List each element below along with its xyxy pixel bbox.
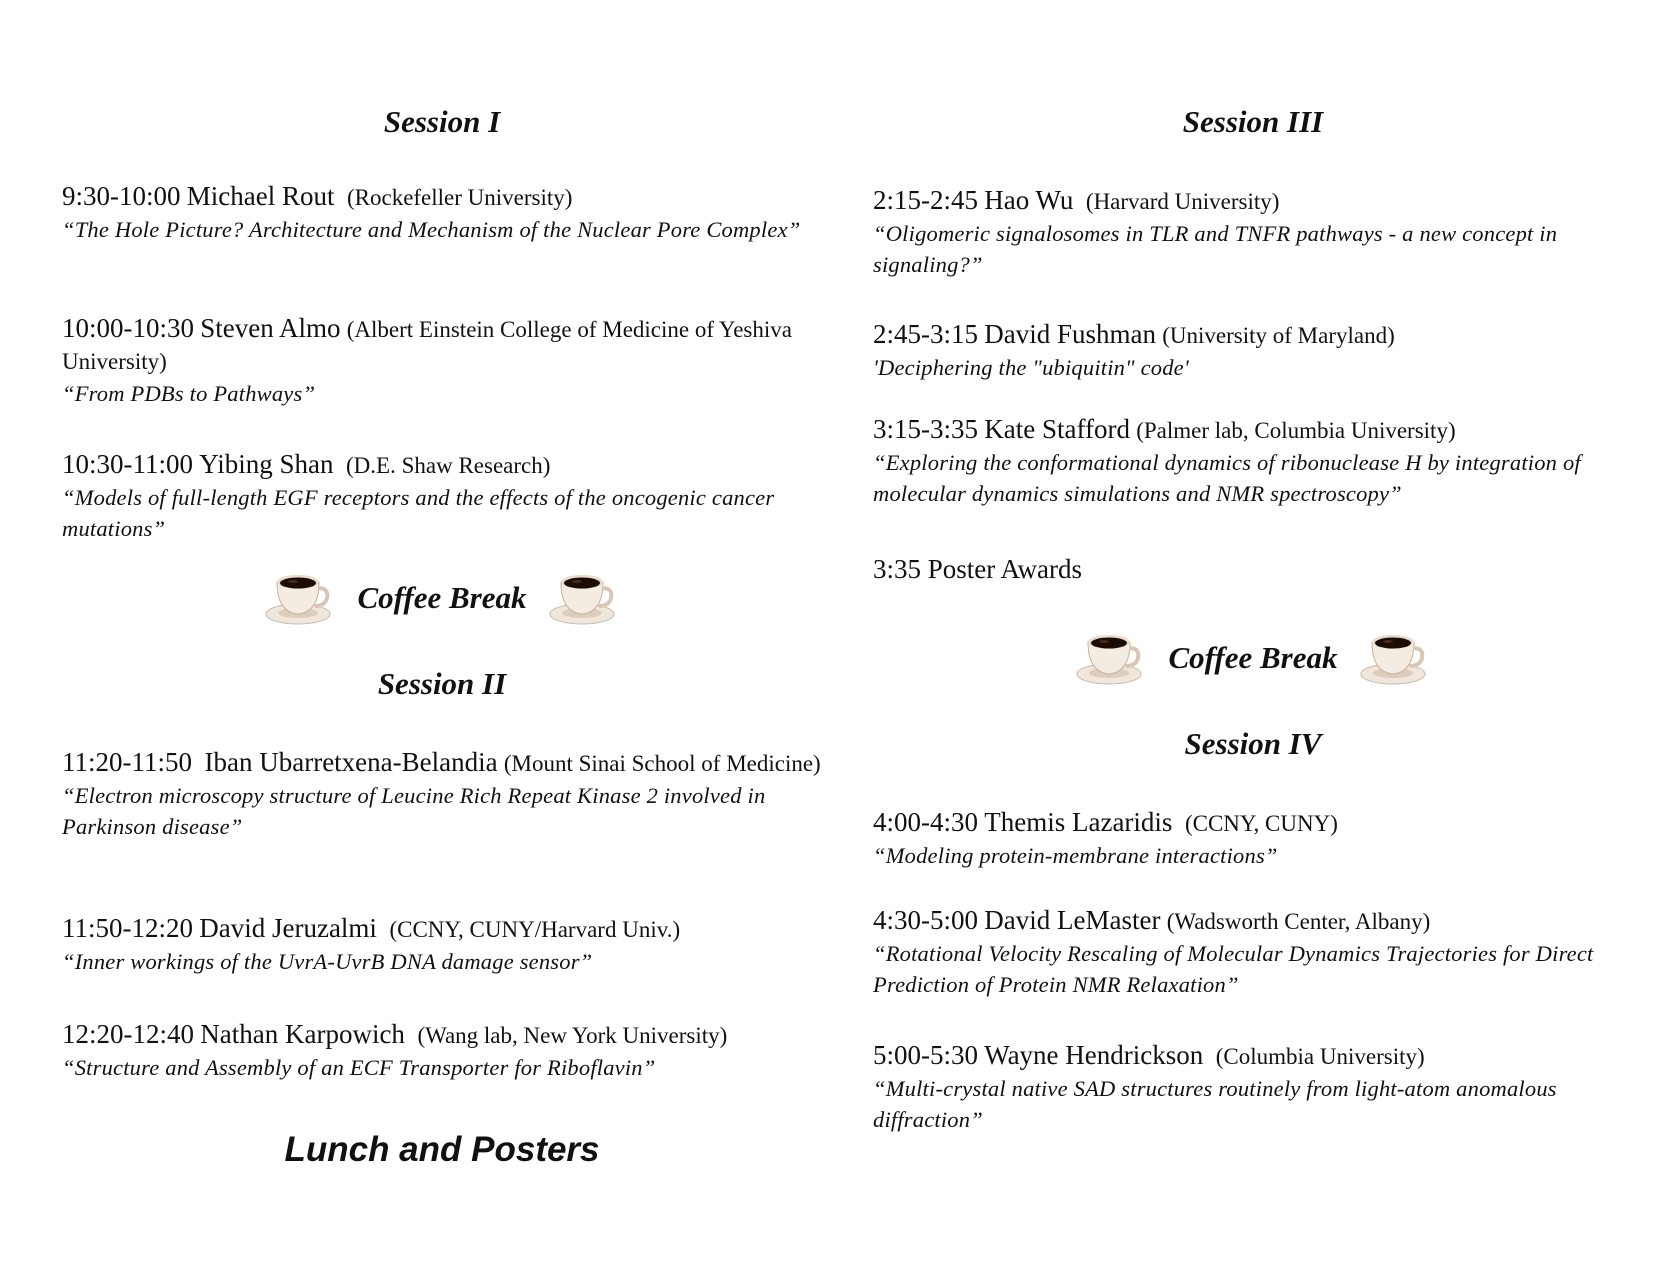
talk-time: 3:15-3:35 — [873, 414, 978, 444]
coffee-cup-icon — [549, 568, 619, 628]
talk-time: 9:30-10:00 — [62, 181, 181, 211]
talk-affiliation: (Palmer lab, Columbia University) — [1136, 418, 1456, 443]
talk-speaker: Steven Almo — [200, 313, 341, 343]
session-4-title: Session IV — [1184, 726, 1322, 761]
talk-affiliation: (Wang lab, New York University) — [417, 1023, 728, 1048]
talk-speaker: Themis Lazaridis — [984, 807, 1173, 837]
talk-hendrickson — [873, 1039, 1643, 1135]
talk-speaker: Nathan Karpowich — [200, 1019, 405, 1049]
talk-time: 5:00-5:30 — [873, 1040, 978, 1070]
talk-title: “Inner workings of the UvrA-UvrB DNA damage sensor” — [62, 949, 593, 974]
talk-speaker: Iban Ubarretxena-Belandia — [204, 747, 498, 777]
talk-time: 4:30-5:00 — [873, 905, 978, 935]
talk-affiliation: (Rockefeller University) — [346, 185, 573, 210]
talk-karpowich — [62, 1018, 832, 1083]
lunch-and-posters: Lunch and Posters — [284, 1130, 600, 1169]
coffee-break — [62, 568, 822, 628]
talk-speaker: David Jeruzalmi — [199, 913, 377, 943]
talk-affiliation: (Harvard University) — [1085, 189, 1280, 214]
talk-speaker: Yibing Shan — [199, 449, 334, 479]
talk-time: 11:50-12:20 — [62, 913, 193, 943]
talk-affiliation: (Wadsworth Center, Albany) — [1166, 909, 1431, 934]
talk-lazaridis — [873, 806, 1643, 871]
talk-affiliation: (D.E. Shaw Research) — [346, 453, 551, 478]
talk-affiliation: (University of Maryland) — [1162, 323, 1395, 348]
talk-affiliation: (Columbia University) — [1215, 1044, 1425, 1069]
session-2-title: Session II — [377, 666, 507, 701]
talk-title: “From PDBs to Pathways” — [62, 381, 316, 406]
talk-title: “Structure and Assembly of an ECF Transporter for Riboflavin” — [62, 1055, 656, 1080]
talk-stafford — [873, 413, 1643, 509]
talk-speaker: Michael Rout — [186, 181, 335, 211]
talk-shan — [62, 448, 832, 544]
talk-affiliation: (CCNY, CUNY/Harvard Univ.) — [389, 917, 681, 942]
talk-time: 11:20-11:50 — [62, 747, 192, 777]
talk-wu — [873, 184, 1643, 280]
talk-title: “Models of full-length EGF receptors and the effects of the oncogenic cancer mutations” — [62, 485, 775, 541]
talk-jeruzalmi — [62, 912, 832, 977]
talk-almo — [62, 312, 832, 409]
talk-time: 10:30-11:00 — [62, 449, 193, 479]
talk-title: 'Deciphering the "ubiquitin" code' — [873, 355, 1189, 380]
coffee-break-label: Coffee Break — [357, 580, 527, 615]
talk-time: 10:00-10:30 — [62, 313, 194, 343]
talk-title: “Multi-crystal native SAD structures routinely from light-atom anomalous diffraction” — [873, 1076, 1557, 1132]
talk-lemaster — [873, 904, 1643, 1000]
talk-title: “Electron microscopy structure of Leucine Rich Repeat Kinase 2 involved in Parkinson disease” — [62, 783, 766, 839]
talk-affiliation: (Albert Einstein College of Medicine of Yeshiva University) — [62, 317, 792, 374]
talk-speaker: Hao Wu — [984, 185, 1074, 215]
talk-speaker: Kate Stafford — [984, 414, 1130, 444]
talk-title: “Modeling protein-membrane interactions” — [873, 843, 1278, 868]
coffee-cup-icon — [1076, 628, 1146, 688]
coffee-cup-icon — [1360, 628, 1430, 688]
talk-affiliation: (CCNY, CUNY) — [1184, 811, 1338, 836]
talk-time: 2:15-2:45 — [873, 185, 978, 215]
talk-time: 4:00-4:30 — [873, 807, 978, 837]
talk-speaker: David Fushman — [984, 319, 1156, 349]
talk-speaker: Wayne Hendrickson — [984, 1040, 1204, 1070]
talk-title: “Oligomeric signalosomes in TLR and TNFR pathways - a new concept in signaling?” — [873, 221, 1558, 277]
talk-ubarretxena — [62, 746, 832, 842]
talk-affiliation: (Mount Sinai School of Medicine) — [503, 751, 821, 776]
session-1-title: Session I — [383, 104, 501, 139]
coffee-cup-icon — [265, 568, 335, 628]
session-3-title: Session III — [1182, 104, 1324, 139]
talk-time: 2:45-3:15 — [873, 319, 978, 349]
talk-speaker: David LeMaster — [984, 905, 1161, 935]
coffee-break — [873, 628, 1633, 688]
talk-title: “The Hole Picture? Architecture and Mechanism of the Nuclear Pore Complex” — [62, 217, 801, 242]
talk-title: “Exploring the conformational dynamics of ribonuclease H by integration of molecular dynamics simulations and NMR spectroscopy” — [873, 450, 1581, 506]
poster-awards: 3:35 Poster Awards — [873, 554, 1083, 584]
talk-title: “Rotational Velocity Rescaling of Molecular Dynamics Trajectories for Direct Prediction of Protein NMR Relaxation” — [873, 941, 1594, 997]
coffee-break-label: Coffee Break — [1168, 640, 1338, 675]
talk-rout — [62, 180, 832, 245]
talk-time: 12:20-12:40 — [62, 1019, 194, 1049]
talk-fushman — [873, 318, 1643, 383]
